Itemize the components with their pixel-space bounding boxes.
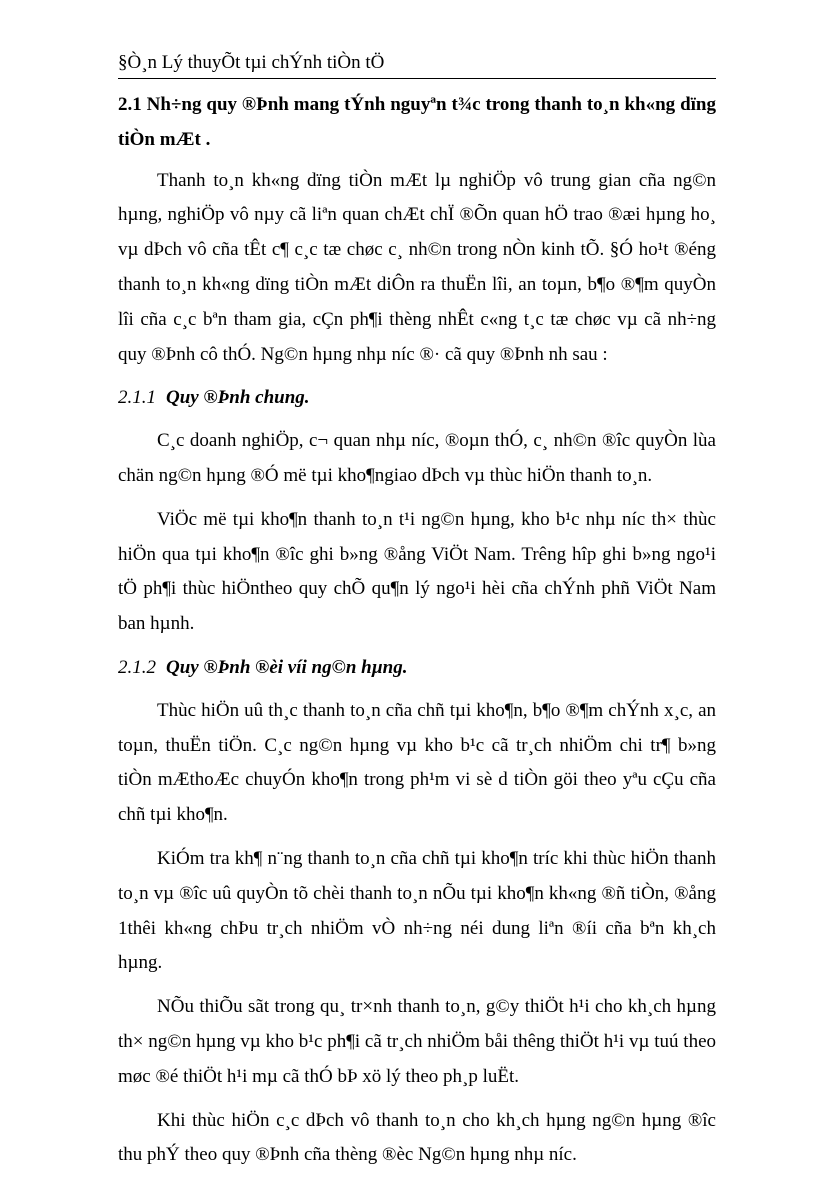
paragraph: KiÓm tra kh¶ n¨ng thanh to¸n cña chñ tµi kho¶n tríc khi thùc hiÖn thanh to¸n vµ ®îc uû quyÒn tõ chèi thanh to¸n nÕu tµi kho¶n kh«ng ®ñ tiÒn, ®ång 1thêi kh«ng chÞu tr¸ch nhiÖm vÒ nh÷ng néi dung liªn ®íi cña bªn kh¸ch hµng. [118, 847, 716, 974]
subsection-title: Quy ®Þnh chung. [166, 387, 310, 409]
paragraph: Thanh to¸n kh«ng dïng tiÒn mÆt lµ nghiÖp vô trung gian cña ng©n hµng, nghiÖp vô nµy cã liªn quan chÆt chÏ ®Õn quan hÖ trao ®æi hµng ho¸ vµ dÞch vô cña tÊt c¶ c¸c tæ chøc c¸ nh©n trong nÒn kinh tÕ. §Ó ho¹t ®éng thanh to¸n kh«ng dïng tiÒn mÆt diÔn ra thuËn lîi, an toµn, b¶o ®¶m quyÒn lîi cña c¸c bªn tham gia, cÇn ph¶i thèng nhÊt c«ng t¸c tæ chøc vµ cã nh÷ng quy ®Þnh cô thÓ. Ng©n hµng nhµ níc ®· cã quy ®Þnh nh sau : [118, 169, 716, 365]
paragraph: ViÖc më tµi kho¶n thanh to¸n t¹i ng©n hµng, kho b¹c nhµ níc th× thùc hiÖn qua tµi kho¶n ®îc ghi b»ng ®ång ViÖt Nam. Trêng hîp ghi b»ng ngo¹i tÖ ph¶i thùc hiÖntheo quy chÕ qu¶n lý ngo¹i hèi cña chÝnh phñ ViÖt Nam ban hµnh. [118, 508, 716, 635]
subsection-heading [118, 651, 716, 686]
subsection-title: Quy ®Þnh ®èi víi ng©n hµng. [166, 656, 408, 678]
document-body [118, 88, 716, 1182]
paragraph: C¸c doanh nghiÖp, c¬ quan nhµ níc, ®oµn thÓ, c¸ nh©n ®îc quyÒn lùa chän ng©n hµng ®Ó më tµi kho¶ngiao dÞch vµ thùc hiÖn thanh to¸n. [118, 430, 716, 486]
paragraph: NÕu thiÕu sãt trong qu¸ tr×nh thanh to¸n, g©y thiÖt h¹i cho kh¸ch hµng th× ng©n hµng vµ kho b¹c ph¶i cã tr¸ch nhiÖm båi thêng thiÖt h¹i vµ tuú theo møc ®é thiÖt h¹i mµ cã thÓ bÞ xö lý theo ph¸p luËt. [118, 996, 716, 1087]
paragraph: Khi thùc hiÖn c¸c dÞch vô thanh to¸n cho kh¸ch hµng ng©n hµng ®îc thu phÝ theo quy ®Þnh cña thèng ®èc Ng©n hµng nhµ níc. [118, 1109, 716, 1166]
subsection-heading [118, 381, 716, 416]
page-header: §Ò¸n Lý thuyÕt tµi chÝnh tiÒn tÖ [118, 50, 716, 79]
paragraph: Thùc hiÖn uû th¸c thanh to¸n cña chñ tµi kho¶n, b¶o ®¶m chÝnh x¸c, an toµn, thuËn tiÖn. C¸c ng©n hµng vµ kho b¹c cã tr¸ch nhiÖm chi tr¶ b»ng tiÒn mÆthoÆc chuyÓn kho¶n trong ph¹m vi sè d tiÒn göi theo yªu cÇu cña chñ tµi kho¶n. [118, 699, 716, 826]
subsection-number: 2.1.1 [118, 387, 156, 409]
subsection-number: 2.1.2 [118, 656, 156, 678]
section-title: 2.1 Nh÷ng quy ®Þnh mang tÝnh nguyªn t¾c trong thanh to¸n kh«ng dïng tiÒn mÆt . [118, 94, 716, 150]
